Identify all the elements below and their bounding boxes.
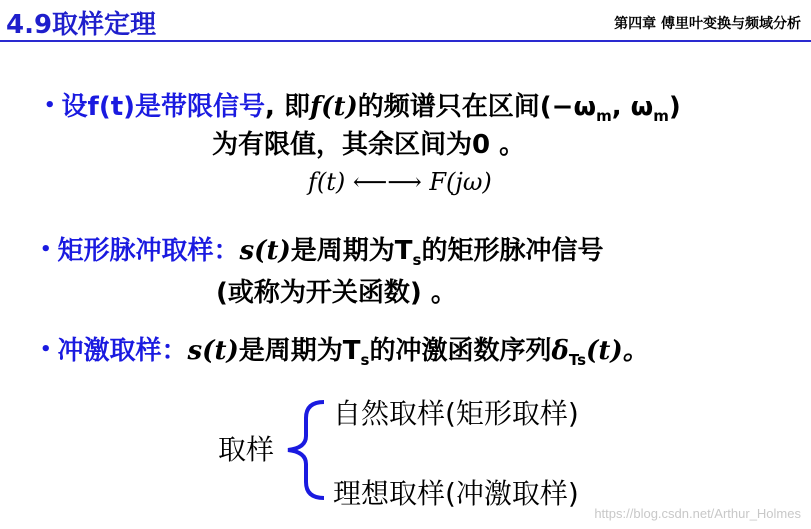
impulse-tail: 的冲激函数序列 [369, 336, 552, 366]
bullet-rect-pulse [40, 230, 604, 269]
bullet-dot: • [40, 339, 52, 360]
bandlimited-line2: 为有限值，其余区间为0 。 [212, 130, 526, 160]
rect-pulse-lead: 矩形脉冲取样： [57, 236, 240, 266]
delta-symbol: δ [551, 336, 569, 366]
chapter-label: 第四章 傅里叶变换与频域分析 [614, 16, 801, 32]
ts-sub: s [412, 251, 422, 270]
header-divider [0, 40, 811, 42]
interval-close: ) [668, 92, 681, 122]
bandlimited-lead: 设f(t)是带限信号 [61, 92, 266, 122]
rect-pulse-line2: (或称为开关函数) 。 [216, 278, 457, 308]
slide-title: 4.9取样定理 [6, 10, 157, 40]
delta-arg: (t)。 [586, 336, 649, 366]
bullet-impulse [40, 330, 649, 369]
formula-left: f(t) [308, 168, 346, 196]
bullet-dot: • [44, 95, 56, 116]
watermark: https://blog.csdn.net/Arthur_Holmes [594, 506, 801, 521]
curly-brace-icon [284, 398, 328, 502]
omega-m-sub-1: m [596, 107, 612, 126]
omega-comma: , ω [611, 92, 654, 122]
ideal-sampling: 理想取样(冲激取样) [333, 477, 579, 510]
formula-right: F(jω) [429, 168, 492, 196]
omega-m-sub-2: m [653, 107, 669, 126]
ft-symbol: f(t) [309, 92, 358, 122]
bandlimited-sep: , 即 [265, 92, 310, 122]
bullet-dot: • [40, 239, 52, 260]
st-symbol: s(t) [187, 336, 239, 366]
st-symbol: s(t) [239, 236, 291, 266]
natural-sampling: 自然取样(矩形取样) [333, 397, 579, 430]
rect-pulse-tail: 的矩形脉冲信号 [421, 236, 604, 266]
delta-sub: Ts [568, 351, 587, 370]
spectrum-text: 的频谱只在区间(−ω [357, 92, 597, 122]
fourier-pair-formula [308, 168, 492, 196]
impulse-lead: 冲激取样： [57, 336, 188, 366]
rect-pulse-mid: 是周期为T [290, 236, 413, 266]
bullet-bandlimited [44, 86, 681, 125]
ts-sub: s [360, 351, 370, 370]
impulse-mid: 是周期为T [238, 336, 361, 366]
double-arrow-icon: ⟵⟶ [352, 168, 422, 196]
sampling-label: 取样 [218, 433, 275, 466]
